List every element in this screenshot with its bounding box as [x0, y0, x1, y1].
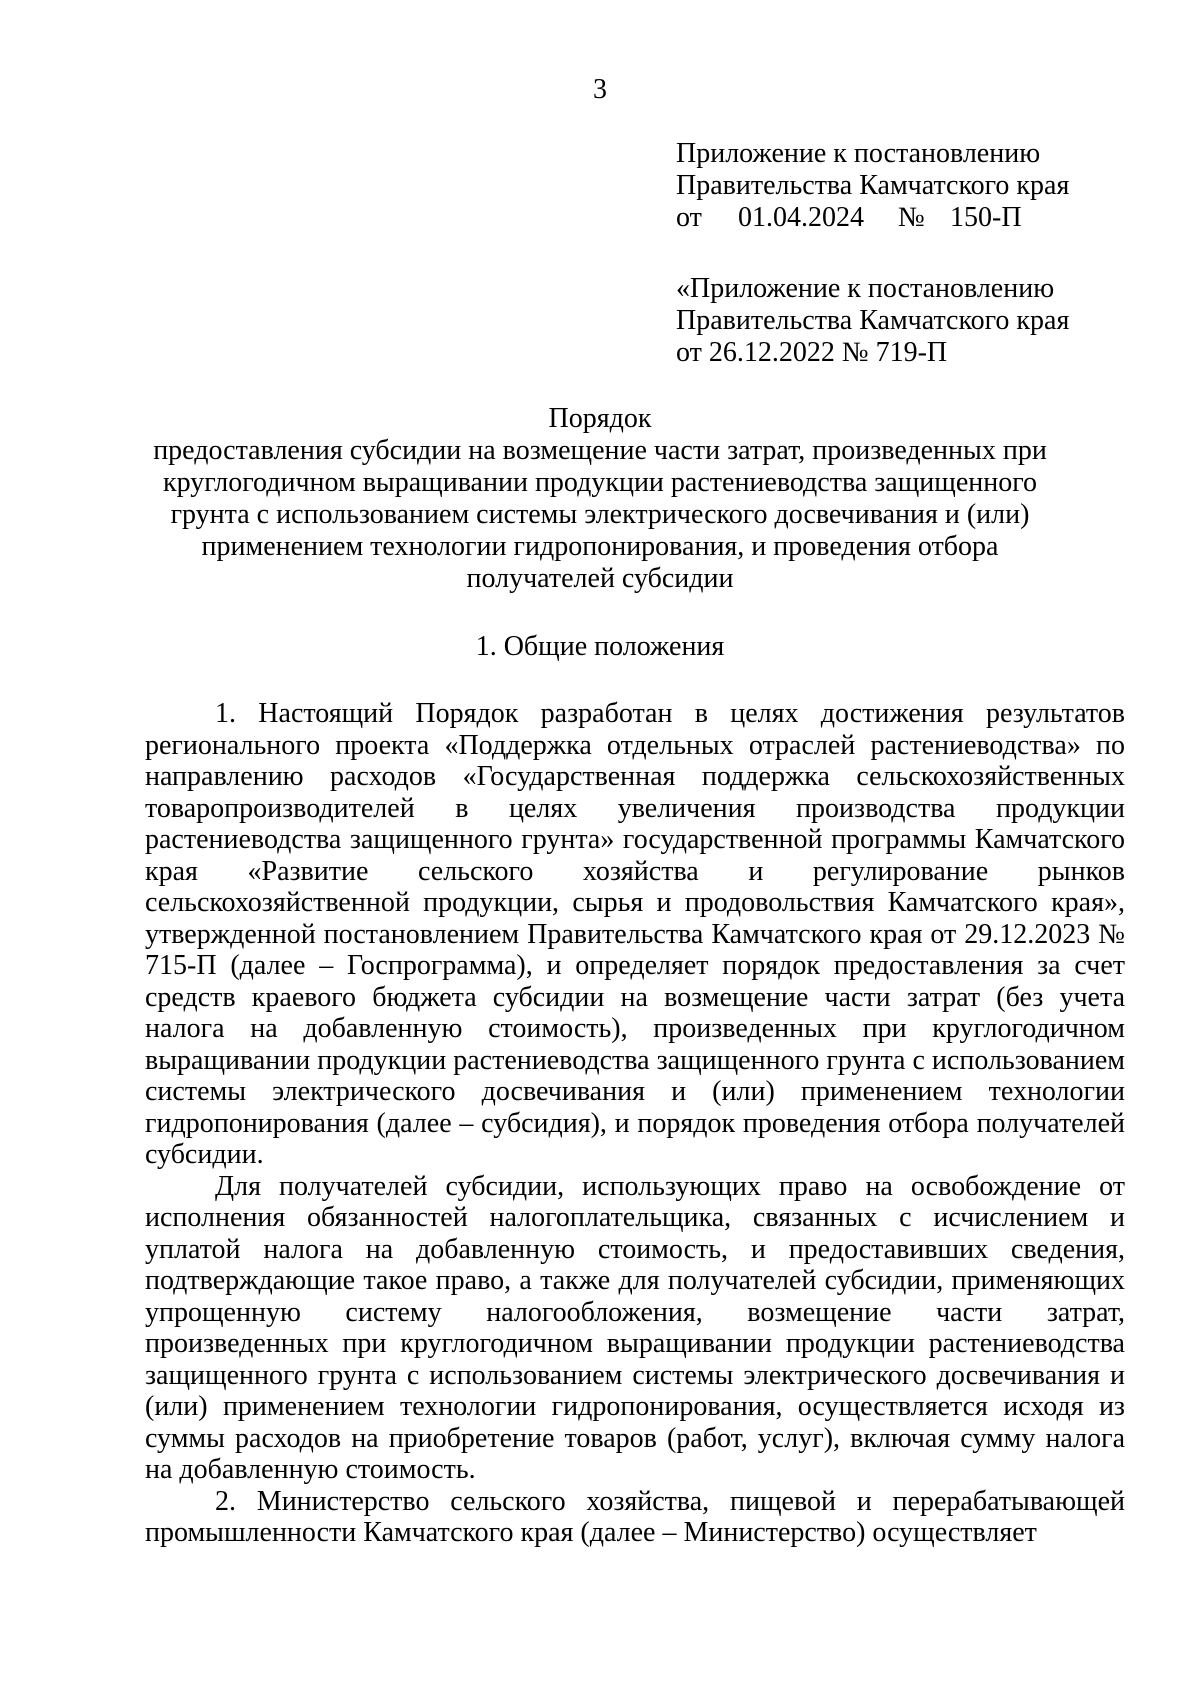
paragraph: 2. Министерство сельского хозяйства, пищевой и перерабатывающей промышленности Камчатского края (далее – Министерство) осуществляет	[145, 1485, 1125, 1548]
paragraph: Для получателей субсидии, использующих право на освобождение от исполнения обязанностей налогоплательщика, связанных с исчислением и уплатой налога на добавленную стоимость, и предоставивших сведения, подтверждающие такое право, а также для получателей субсидии, применяющих упрощенную систему налогообложения, возмещение части затрат, произведенных при круглогодичном выращивании продукции растениеводства защищенного грунта с использованием системы электрического досвечивания и (или) применением технологии гидропонирования, осуществляется исходя из суммы расходов на приобретение товаров (работ, услуг), включая сумму налога на добавленную стоимость.	[145, 1170, 1125, 1485]
appendix-current-block	[676, 138, 1146, 234]
title-line: круглогодичном выращивании продукции растениеводства защищенного	[162, 467, 1038, 498]
title-line: Порядок	[548, 403, 652, 434]
appendix-previous-line1: «Приложение к постановлению	[676, 273, 1055, 304]
appendix-number: 150-П	[950, 202, 1022, 233]
section-heading: 1. Общие положения	[475, 631, 725, 662]
appendix-previous-line3: от 26.12.2022 № 719-П	[676, 337, 948, 368]
appendix-current-line1: Приложение к постановлению	[676, 138, 1041, 169]
appendix-previous-line2: Правительства Камчатского края	[676, 305, 1070, 336]
appendix-current-date-row	[676, 202, 1146, 234]
appendix-number-sign: №	[898, 202, 925, 233]
appendix-date-prefix: от	[676, 202, 702, 233]
paragraph: 1. Настоящий Порядок разработан в целях достижения результатов регионального проекта «Поддержка отдельных отраслей растениеводства» по направлению расходов «Государственная поддержка сельскохозяйственных товаропроизводителей в целях увеличения производства продукции растениеводства защищенного грунта» государственной программы Камчатского края «Развитие сельского хозяйства и регулирование рынков сельскохозяйственной продукции, сырья и продовольствия Камчатского края», утвержденной постановлением Правительства Камчатского края от 29.12.2023 № 715-П (далее – Госпрограмма), и определяет порядок предоставления за счет средств краевого бюджета субсидии на возмещение части затрат (без учета налога на добавленную стоимость), произведенных при круглогодичном выращивании продукции растениеводства защищенного грунта с использованием системы электрического досвечивания и (или) применением технологии гидропонирования (далее – субсидия), и порядок проведения отбора получателей субсидии.	[145, 698, 1125, 1170]
appendix-previous-block	[676, 273, 1146, 369]
body-text	[145, 698, 1125, 1549]
page-number: 3	[593, 74, 607, 105]
title-line: получателей субсидии	[466, 563, 734, 594]
document-title	[0, 403, 1200, 595]
title-line: применением технологии гидропонирования, и проведения отбора	[201, 531, 999, 562]
title-line: предоставления субсидии на возмещение части затрат, произведенных при	[153, 435, 1047, 466]
title-line: грунта с использованием системы электрического досвечивания и (или)	[170, 499, 1030, 530]
appendix-date: 01.04.2024	[738, 202, 864, 233]
appendix-current-line2: Правительства Камчатского края	[676, 170, 1070, 201]
